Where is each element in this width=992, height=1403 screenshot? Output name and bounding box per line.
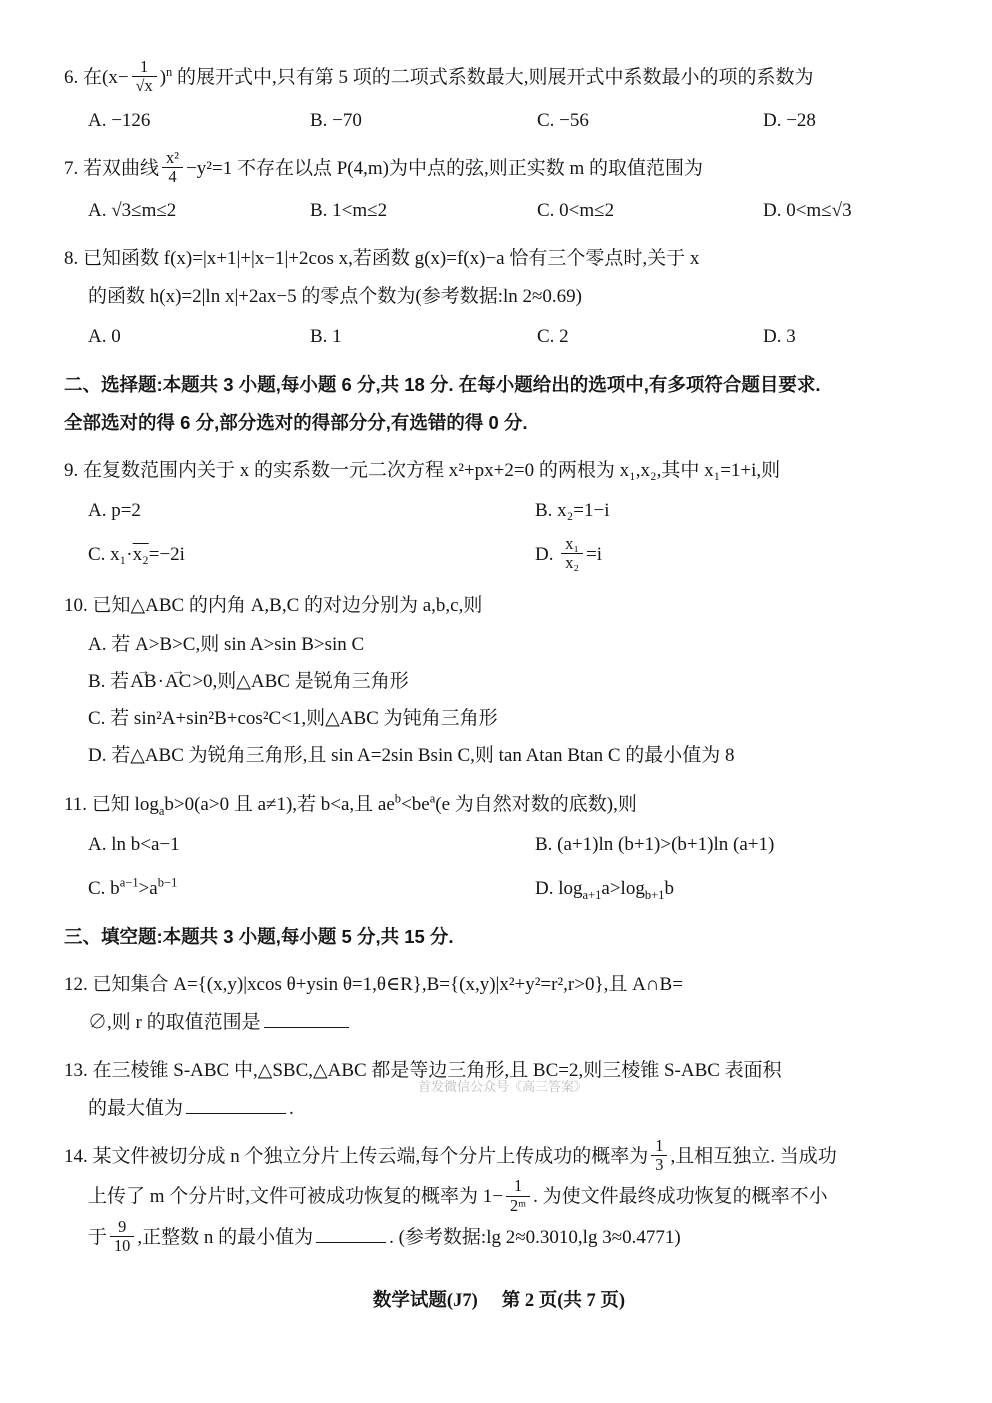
question-12-stem-line2: ∅,则 r 的取值范围是 [64,1005,934,1040]
page-footer [64,1286,934,1312]
question-8-option-d: D. 3 [763,326,796,348]
question-11-option-d: D. $\log_{a+1}a>\log_{b+1}b$ [535,877,674,902]
section-2-header-line1: 二、选择题:本题共 3 小题,每小题 6 分,共 18 分. 在每小题给出的选项中,有多项符合题目要求. [64,374,821,396]
question-7-option-c: C. 0<m≤2 [537,200,615,222]
question-8-options [64,319,934,354]
question-10-option-b: B. 若AB →·AC →>0,则△ABC 是锐角三角形 [64,663,934,700]
question-11-stem: 11. 已知 $\log_ab>0(a>0$ 且 a≠1),若 b<a,且 $ae^b<be^a(e$ 为自然对数的底数),则 [64,791,637,818]
question-14-stem-line3: 于 $\frac{9}{10}$ ,正整数 n 的最小值为 . (参考数据:lg 2≈0.3010,lg 3≈0.4771) [88,1216,681,1256]
question-6-option-c: C. −56 [537,109,589,131]
question-12 [64,967,934,1040]
question-6 [64,57,934,138]
question-14-stem-line2: 上传了 m 个分片时,文件可被成功恢复的概率为 1− $\frac{1}{\text{2ᵐ}}$ . 为使文件最终成功恢复的概率不小 [88,1176,828,1215]
section-2-header-line2: 全部选对的得 6 分,部分选对的得部分分,有选错的得 0 分. [64,412,528,434]
question-8-option-a: A. 0 [88,326,121,348]
question-7-stem: 7. 若双曲线 $\frac{\text{x²}}{4}$ −y²=1 不存在以点 P(4,m)为中点的弦,则正实数 m 的取值范围为 [64,147,703,186]
question-7-option-a: A. √3≤m≤2 [88,200,177,222]
question-6-option-d: D. −28 [763,109,816,131]
question-9-option-d: D. $\frac{\text{x₁}}{\text{x₂}}$ =i [535,534,603,573]
question-9-options [64,493,934,575]
question-7-options [64,193,934,228]
question-8-stem-line1: 8. 已知函数 f(x)=|x+1|+|x−1|+2cos x,若函数 g(x)=f(x)−a 恰有三个零点时,关于 x [64,248,700,270]
question-9-option-c: C. x₁·x₂=−2i [88,544,185,566]
question-9-stem: 9. 在复数范围内关于 x 的实系数一元二次方程 x²+px+2=0 的两根为 x₁,x₂,其中 x₁=1+i,则 [64,460,781,482]
question-7 [64,147,934,229]
question-10-stem: 10. 已知△ABC 的内角 A,B,C 的对边分别为 a,b,c,则 [64,594,483,616]
question-13-stem-line1: 13. 在三棱锥 S-ABC 中,△SBC,△ABC 都是等边三角形,且 BC=2,则三棱锥 S-ABC 表面积 [64,1059,782,1081]
answer-blank [316,1222,386,1243]
question-6-option-a: A. −126 [88,109,151,131]
question-10-option-c: C. 若 sin²A+sin²B+cos²C<1,则△ABC 为钝角三角形 [88,707,498,729]
question-14-stem-line1: 14. 某文件被切分成 n 个独立分片上传云端,每个分片上传成功的概率为 $\frac{1}{3}$ ,且相互独立. 当成功 [64,1135,837,1175]
question-7-option-b: B. 1<m≤2 [310,200,388,222]
question-8-option-b: B. 1 [310,326,342,348]
question-9 [64,453,934,575]
question-10-option-a: A. 若 A>B>C,则 sin A>sin B>sin C [88,633,365,655]
question-13-stem-line2: 的最大值为 . [64,1091,934,1126]
question-6-option-b: B. −70 [310,109,362,131]
question-9-option-a: A. p=2 [88,500,141,522]
question-6-stem: 6. 在(x− $\frac{1}{√x}$ )$^n$ 的展开式中,只有第 5 项的二项式系数最大,则展开式中系数最小的项的系数为 [64,57,814,96]
question-11-options [64,827,934,906]
question-9-option-b: B. x₂=1−i [535,500,610,522]
question-11 [64,787,934,906]
answer-blank [186,1093,286,1114]
watermark: 首发微信公众号《高三答案》 [418,1079,588,1094]
section-3-header-line1: 三、填空题:本题共 3 小题,每小题 5 分,共 15 分. [64,925,454,947]
footer-page-number: 第 2 页(共 7 页) [501,1290,626,1311]
question-8 [64,241,934,354]
section-3-header [64,919,934,954]
footer-doc-title: 数学试题(J7) [372,1290,478,1311]
section-2-header [64,367,934,440]
question-6-options [64,103,934,138]
question-8-option-c: C. 2 [537,326,569,348]
question-14 [64,1135,934,1258]
question-12-stem-line1: 12. 已知集合 A={(x,y)|xcos θ+ysin θ=1,θ∈R},B={(x,y)|x²+y²=r²,r>0},且 A∩B= [64,973,683,995]
question-8-stem-line2: 的函数 h(x)=2|ln x|+2ax−5 的零点个数为(参考数据:ln 2≈0.69) [88,286,583,308]
answer-blank [264,1007,349,1028]
question-10-option-d: D. 若△ABC 为锐角三角形,且 sin A=2sin Bsin C,则 tan Atan Btan C 的最小值为 8 [88,744,735,766]
question-11-option-a: A. ln b<a−1 [88,833,180,855]
question-11-option-b: B. (a+1)ln (b+1)>(b+1)ln (a+1) [535,833,775,855]
question-7-option-d: D. 0<m≤√3 [763,200,852,222]
question-11-option-c: C. $b^{a-1}>a^{b-1}$ [88,875,178,899]
question-10 [64,588,934,774]
